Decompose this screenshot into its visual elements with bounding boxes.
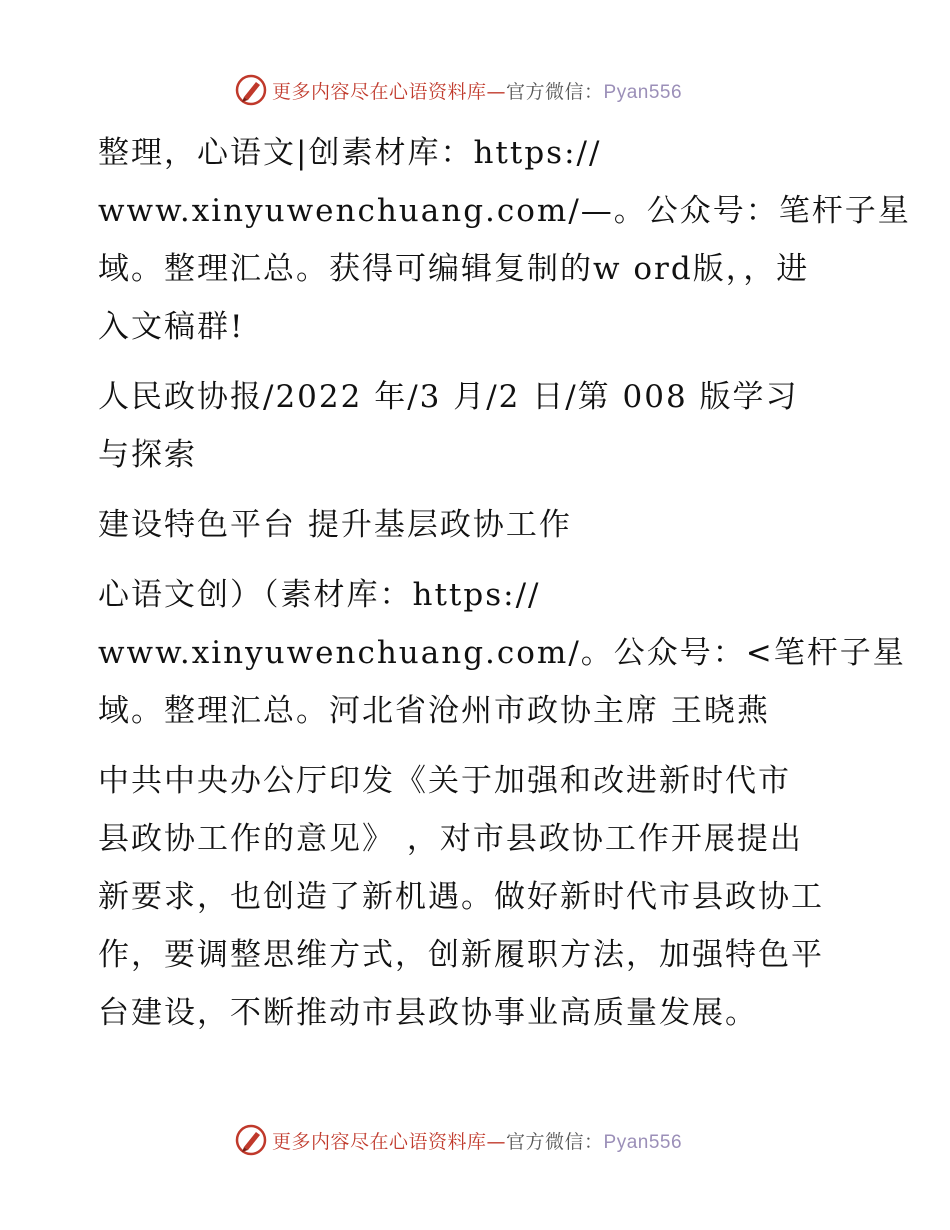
watermark-main: 更多内容尽在心语资料库— xyxy=(272,80,507,103)
text-line: 入文稿群! xyxy=(98,309,245,345)
text-line: 域。整理汇总。获得可编辑复制的w ord版，，进 xyxy=(98,251,810,287)
text-line: 心语文创）（素材库：https:// xyxy=(98,577,541,613)
document-body xyxy=(98,124,911,1042)
text-line: 中共中央办公厅印发《关于加强和改进新时代市 xyxy=(98,763,791,799)
watermark-main: 更多内容尽在心语资料库— xyxy=(272,1130,507,1153)
header-watermark xyxy=(234,72,682,108)
watermark-wechat-label: 官方微信： xyxy=(506,80,604,103)
watermark-text xyxy=(272,1127,682,1154)
text-line: 整理，心语文|创素材库：https:// xyxy=(98,135,602,171)
paragraph-body xyxy=(98,752,868,1042)
text-line: 新要求，也创造了新机遇。做好新时代市县政协工 xyxy=(98,879,824,915)
pen-logo-icon xyxy=(234,73,268,107)
text-line: 建设特色平台 提升基层政协工作 xyxy=(98,507,572,543)
text-line: 域。整理汇总。河北省沧州市政协主席 王晓燕 xyxy=(98,693,770,729)
text-line: 作，要调整思维方式，创新履职方法，加强特色平 xyxy=(98,937,824,973)
text-line: www.xinyuwenchuang.com/—。公众号：笔杆子星 xyxy=(98,193,911,229)
pen-logo-icon xyxy=(234,1123,268,1157)
watermark-text xyxy=(272,77,682,104)
footer-watermark xyxy=(234,1122,682,1158)
paragraph-source-note xyxy=(98,124,911,356)
paragraph-publication xyxy=(98,368,868,484)
paragraph-author xyxy=(98,566,906,740)
watermark-wechat-id: Pyan556 xyxy=(603,81,683,103)
text-line: 人民政协报/2022 年/3 月/2 日/第 008 版学习 xyxy=(98,379,799,415)
watermark-wechat-id: Pyan556 xyxy=(603,1131,683,1153)
text-line: www.xinyuwenchuang.com/。公众号：<笔杆子星 xyxy=(98,635,906,671)
text-line: 台建设，不断推动市县政协事业高质量发展。 xyxy=(98,995,758,1031)
text-line: 县政协工作的意见》 ，对市县政协工作开展提出 xyxy=(98,821,803,857)
article-title xyxy=(98,496,868,554)
text-line: 与探索 xyxy=(98,437,197,473)
watermark-wechat-label: 官方微信： xyxy=(506,1130,604,1153)
